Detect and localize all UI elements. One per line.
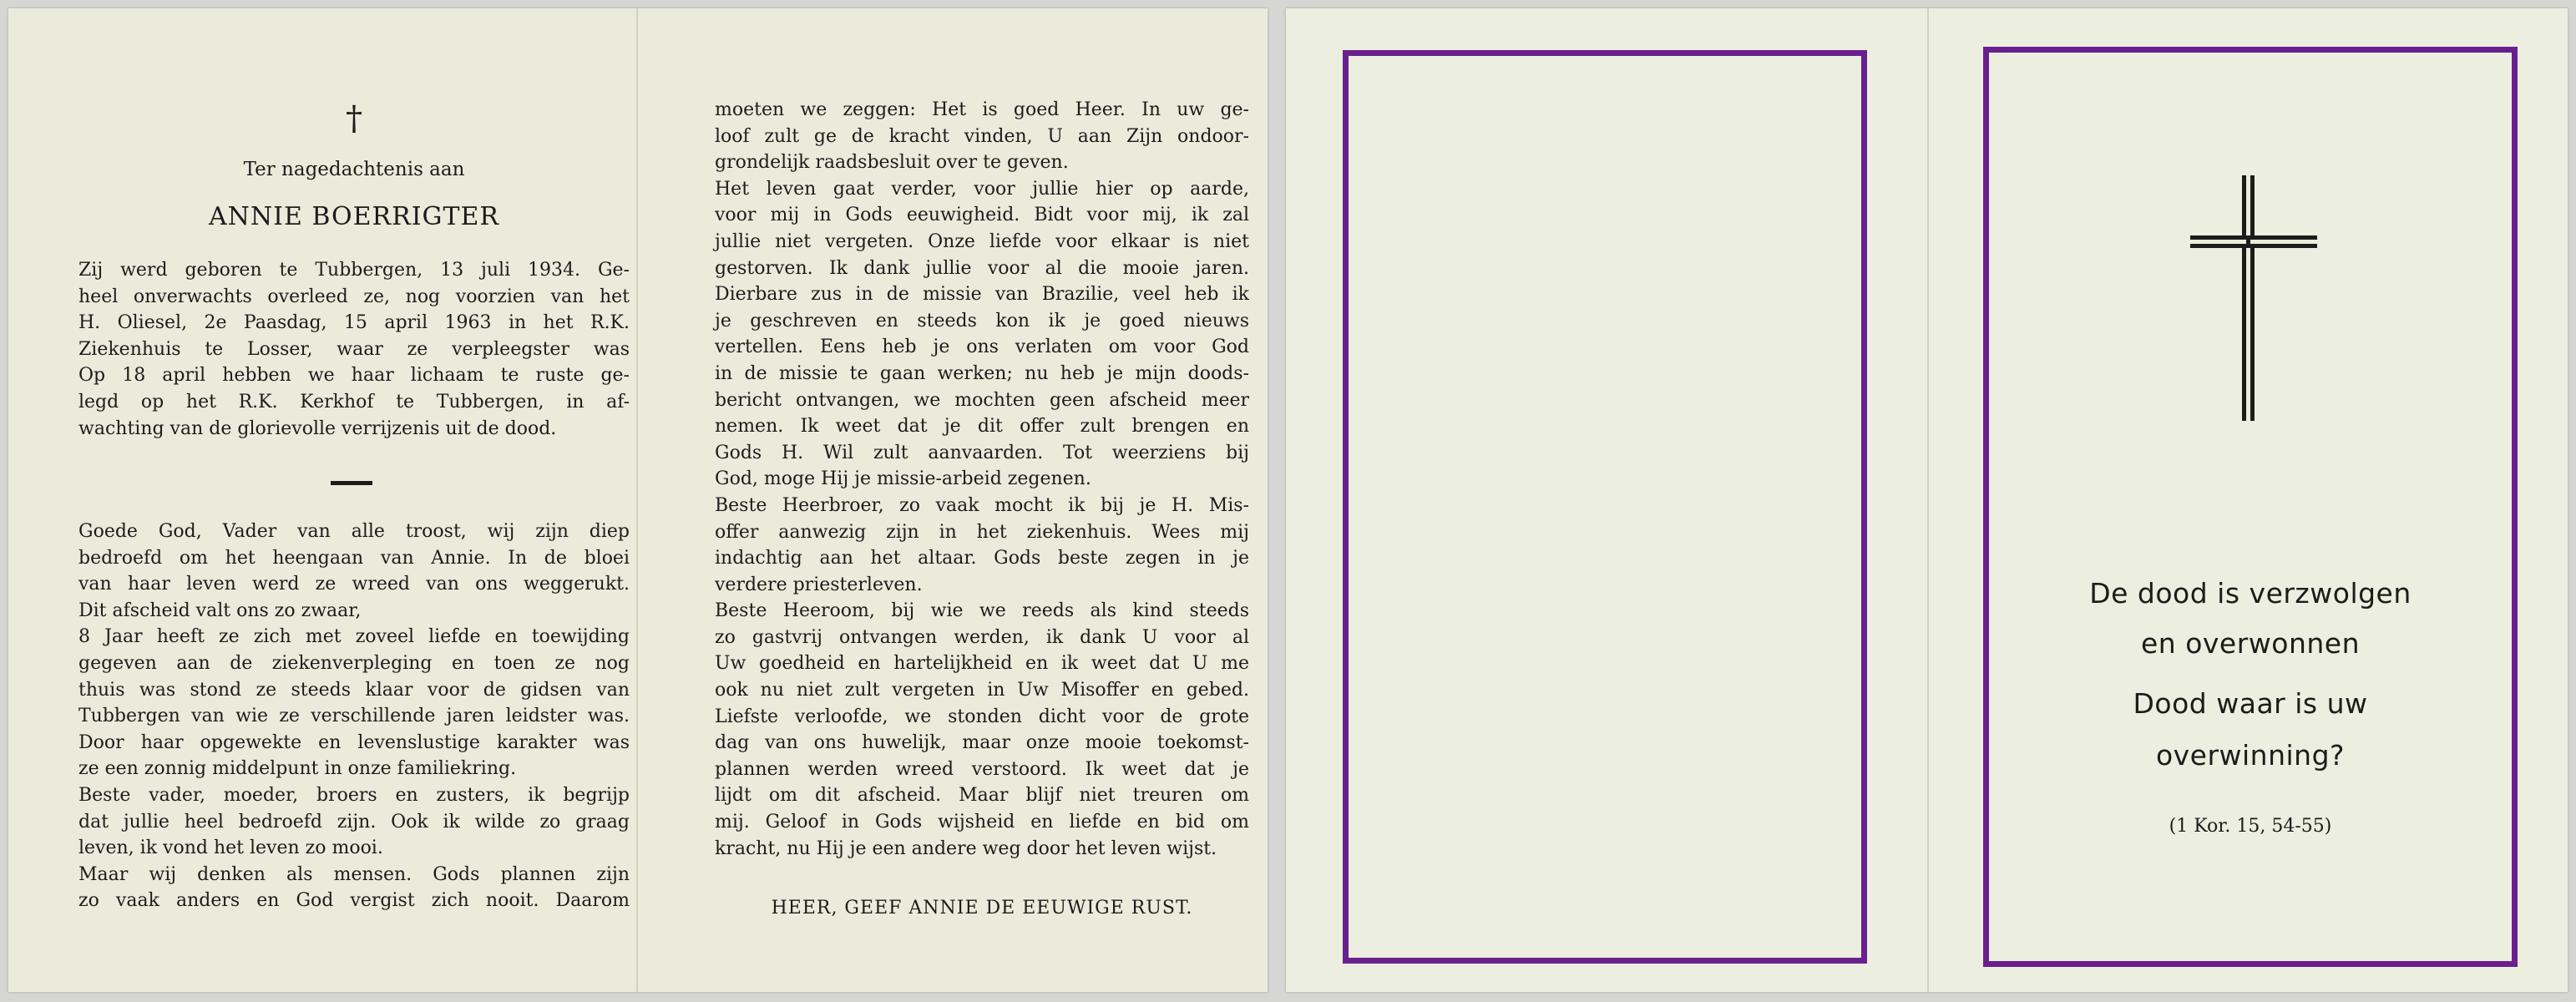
- text-line: Door haar opgewekte en levenslustige karakter was: [78, 731, 630, 753]
- text-line: dat jullie heel bedroefd zijn. Ook ik wilde zo graag: [78, 811, 630, 832]
- text-line: bedroefd om het heengaan van Annie. In de bloei: [78, 547, 630, 569]
- prayer-paragraph: [78, 519, 630, 914]
- text-line: lijdt om dit afscheid. Maar blijf niet treuren om: [715, 785, 1249, 807]
- text-line: Dit afscheid valt ons zo zwaar,: [78, 600, 362, 621]
- bible-reference: (1 Kor. 15, 54-55): [2169, 816, 2332, 837]
- text-line: Beste vader, moeder, broers en zusters, ik begrijp: [78, 784, 630, 806]
- text-line: ook nu niet zult vergeten in Uw Misoffer en gebed.: [715, 680, 1249, 701]
- inside-right-panel: [715, 8, 1249, 992]
- text-line: Maar wij denken als mensen. Gods plannen zijn: [78, 863, 630, 885]
- text-line: Op 18 april hebben we haar lichaam te ruste ge-: [78, 365, 630, 387]
- text-line: offer aanwezig zijn in het ziekenhuis. Wees mij: [715, 521, 1249, 543]
- fold-line: [1927, 8, 1929, 992]
- text-line: 8 Jaar heeft ze zich met zoveel liefde en toewijding: [78, 626, 630, 648]
- text-line: nemen. Ik weet dat je dit offer zult brengen en: [715, 416, 1249, 438]
- text-line: gestorven. Ik dank jullie voor al die mooie jaren.: [715, 257, 1249, 279]
- biography-paragraph: [78, 257, 630, 442]
- text-line: van haar leven werd ze wreed van ons weggerukt.: [78, 574, 630, 595]
- verse-line: en overwonnen: [2140, 627, 2361, 660]
- verse-line: De dood is verzwolgen: [2089, 577, 2412, 610]
- text-line: indachtig aan het altaar. Gods beste zegen in je: [715, 548, 1249, 569]
- verse-line: overwinning?: [2155, 739, 2346, 772]
- memorial-intro: Ter nagedachtenis aan: [243, 159, 465, 180]
- fold-line: [636, 8, 638, 992]
- text-line: Het leven gaat verder, voor jullie hier op aarde,: [715, 178, 1249, 200]
- back-cover-frame: [1343, 50, 1867, 964]
- text-line: zo gastvrij ontvangen werden, ik dank U voor al: [715, 626, 1249, 648]
- text-line: leven, ik vond het leven zo mooi.: [78, 838, 383, 859]
- text-line: bericht ontvangen, we mochten geen afscheid meer: [715, 389, 1249, 411]
- text-line: gegeven aan de ziekenverpleging en toen ze nog: [78, 652, 630, 674]
- text-line: legd op het R.K. Kerkhof te Tubbergen, in af-: [78, 391, 630, 412]
- text-line: Gods H. Wil zult aanvaarden. Tot weerziens bij: [715, 442, 1249, 463]
- text-line: zo vaak anders en God vergist zich nooit. Daarom: [78, 890, 630, 912]
- text-line: in de missie te gaan werken; nu heb je mijn doods-: [715, 362, 1249, 384]
- text-line: Ziekenhuis te Losser, waar ze verpleegster was: [78, 338, 630, 360]
- front-cover-frame: [1983, 47, 2518, 967]
- inside-spread: [8, 8, 1268, 992]
- prayer-continuation: [715, 97, 1249, 862]
- divider: [331, 481, 372, 485]
- text-line: plannen werden wreed verstoord. Ik weet dat je: [715, 758, 1249, 780]
- closing-prayer: HEER, GEEF ANNIE DE EEUWIGE RUST.: [771, 898, 1193, 918]
- verse-line: Dood waar is uw: [2133, 687, 2368, 720]
- text-line: wachting van de glorievolle verrijzenis uit de dood.: [78, 418, 557, 439]
- cross-icon: †: [346, 99, 362, 138]
- text-line: verdere priesterleven.: [715, 574, 923, 595]
- text-line: Uw goedheid en hartelijkheid en ik weet dat U me: [715, 653, 1249, 675]
- deceased-name: ANNIE BOERRIGTER: [208, 202, 500, 231]
- text-line: Liefste verloofde, we stonden dicht voor de grote: [715, 706, 1249, 727]
- inside-left-panel: [78, 8, 630, 992]
- text-line: Tubbergen van wie ze verschillende jaren leidster was.: [78, 706, 630, 727]
- text-line: dag van ons huwelijk, maar onze mooie toekomst-: [715, 732, 1249, 754]
- text-line: thuis was stond ze steeds klaar voor de gidsen van: [78, 679, 630, 701]
- text-line: God, moge Hij je missie-arbeid zegenen.: [715, 468, 1091, 490]
- text-line: moeten we zeggen: Het is goed Heer. In uw ge-: [715, 99, 1249, 120]
- text-line: ze een zonnig middelpunt in onze familiekring.: [78, 758, 517, 780]
- text-line: H. Oliesel, 2e Paasdag, 15 april 1963 in het R.K.: [78, 312, 630, 334]
- text-line: je geschreven en steeds kon ik je goed nieuws: [715, 310, 1249, 331]
- outside-spread: [1286, 8, 2568, 992]
- text-line: voor mij in Gods eeuwigheid. Bidt voor mij, ik zal: [715, 205, 1249, 226]
- text-line: kracht, nu Hij je een andere weg door het leven wijst.: [715, 838, 1217, 859]
- text-line: Zij werd geboren te Tubbergen, 13 juli 1934. Ge-: [78, 260, 630, 281]
- text-line: vertellen. Eens heb je ons verlaten om voor God: [715, 337, 1249, 358]
- text-line: grondelijk raadsbesluit over te geven.: [715, 152, 1069, 174]
- text-line: Dierbare zus in de missie van Brazilie, veel heb ik: [715, 284, 1249, 306]
- text-line: mij. Geloof in Gods wijsheid en liefde en bid om: [715, 812, 1249, 833]
- text-line: Goede God, Vader van alle troost, wij zijn diep: [78, 521, 630, 542]
- text-line: loof zult ge de kracht vinden, U aan Zijn ondoor-: [715, 125, 1249, 147]
- text-line: jullie niet vergeten. Onze liefde voor elkaar is niet: [715, 230, 1249, 252]
- text-line: Beste Heerbroer, zo vaak mocht ik bij je H. Mis-: [715, 494, 1249, 516]
- text-line: Beste Heeroom, bij wie we reeds als kind steeds: [715, 600, 1249, 622]
- text-line: heel onverwachts overleed ze, nog voorzien van het: [78, 286, 630, 307]
